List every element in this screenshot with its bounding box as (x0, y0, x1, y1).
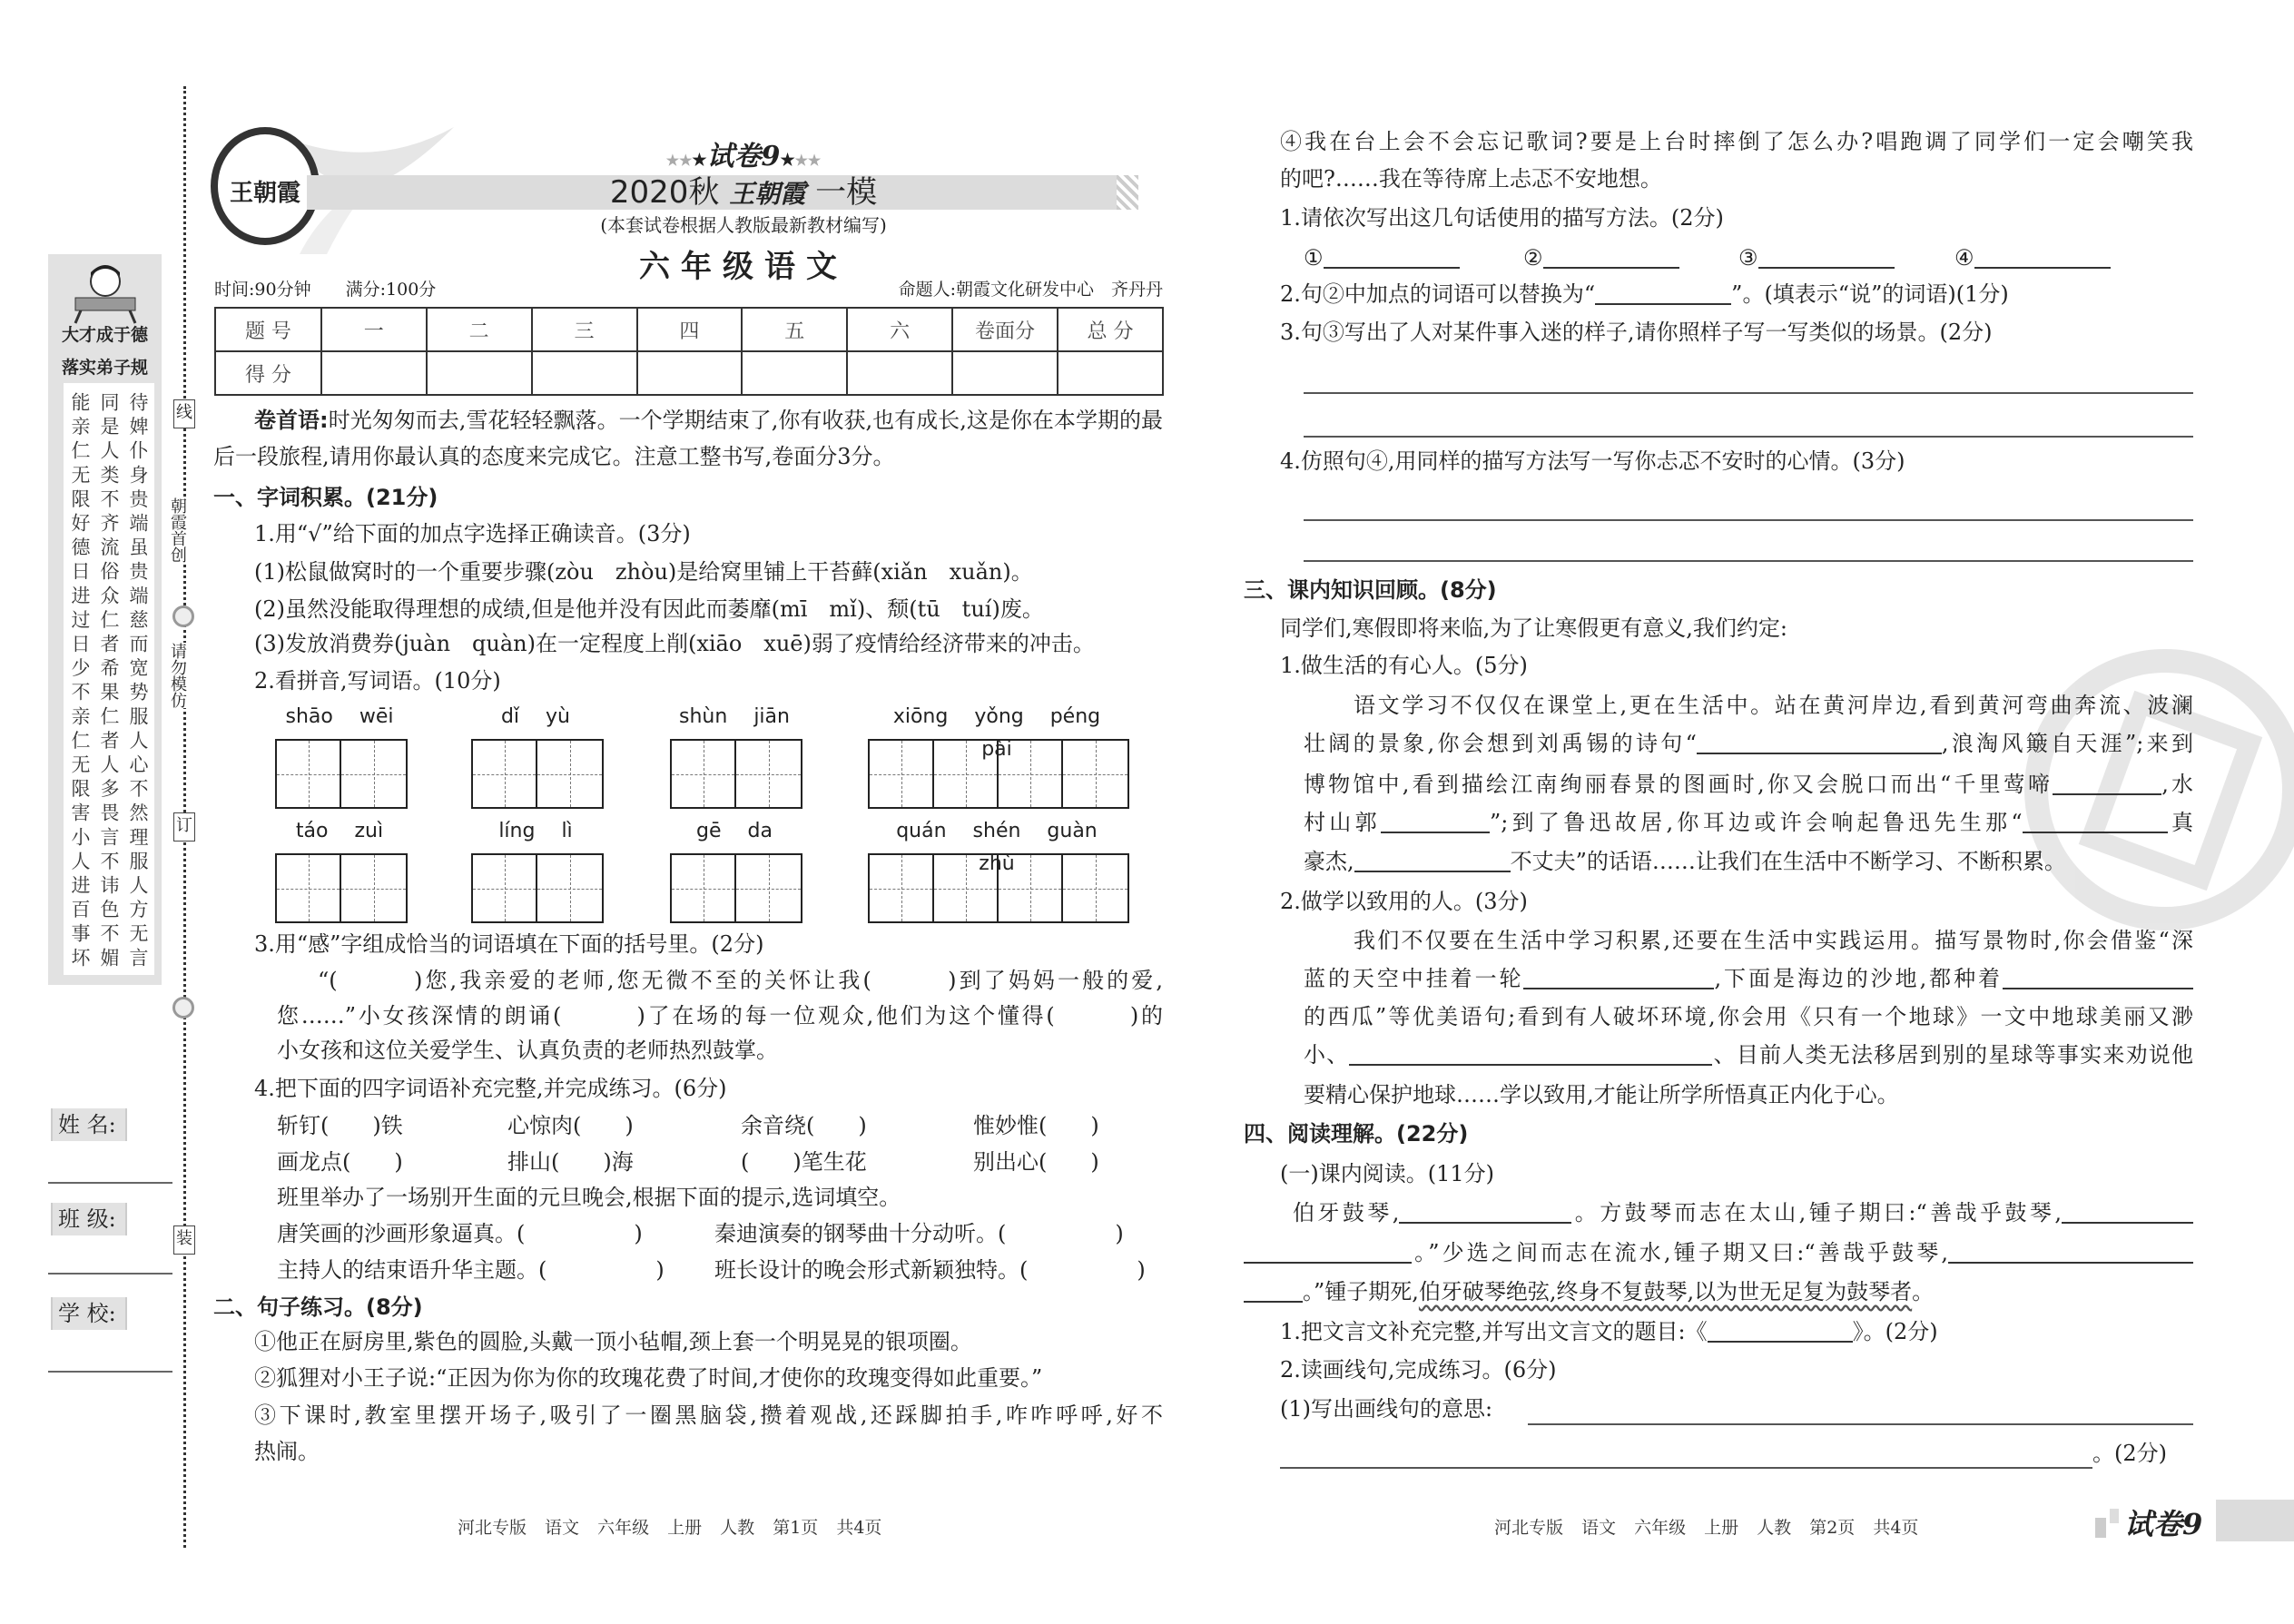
student-reading-icon (68, 261, 143, 327)
sentence: ③下课时,教室里摆开场子,吸引了一圈黑脑袋,攒着观战,还踩脚拍手,咋咋呼呼,好不 (254, 1403, 1163, 1428)
idiom-item: 斩钉( )铁 (277, 1113, 403, 1138)
idiom-item: 余音绕( ) (741, 1113, 867, 1138)
section-heading: 一、字词积累。(21分) (213, 485, 438, 510)
pinyin-label: xiōng yǒng péng pài (892, 705, 1101, 761)
idiom-item: 排山( )海 (507, 1149, 634, 1175)
writing-line[interactable] (1280, 1467, 2092, 1469)
pinyin-label: gē da (696, 820, 773, 842)
answer-blank[interactable] (1324, 243, 1460, 269)
text: 村山郭 (1304, 810, 1381, 835)
answer-blank[interactable] (1244, 1238, 1412, 1264)
binding-mark-ding: 订 (173, 812, 195, 842)
binding-mark-xian: 线 (173, 399, 195, 428)
answer-slot (1738, 240, 1895, 276)
paragraph-line: 语文学习不仅仅在课堂上,更在生活中。站在黄河岸边,看到黄河弯曲奔流、波澜 (1354, 693, 2193, 718)
pinyin-label: dǐ yù (500, 705, 571, 728)
score-cell[interactable] (321, 351, 427, 395)
table-column-header: 二 (427, 308, 532, 351)
idiom-item: 惟妙惟( ) (973, 1113, 1099, 1138)
class-label: 班 级: (51, 1203, 127, 1235)
classical-text-line (1293, 1195, 2193, 1231)
page-footer-left: 河北专版 语文 六年级 上册 人教 第1页 共4页 (458, 1518, 882, 1538)
question-text: 您……”小女孩深情的朗诵( )了在场的每一位观众,他们为这个懂得( )的 (277, 1003, 1163, 1029)
answer-blank[interactable] (1758, 243, 1895, 269)
table-row-label: 得 分 (215, 351, 321, 395)
writing-line[interactable] (1304, 560, 2193, 562)
star-icon: ★ (692, 151, 707, 170)
score-cell[interactable] (637, 351, 743, 395)
paper-tab (2088, 1500, 2294, 1541)
answer-blank[interactable] (1523, 964, 1714, 989)
circled-number: ④ (1954, 245, 1974, 271)
circled-number: ① (1304, 245, 1324, 271)
answer-blank[interactable] (1354, 847, 1511, 872)
exam-author: 命题人:朝霞文化研发中心 齐丹丹 (898, 280, 1163, 300)
score-cell[interactable] (427, 351, 532, 395)
answer-blank[interactable] (1349, 1040, 1712, 1066)
paragraph-line (1304, 766, 2193, 802)
exam-time (214, 276, 436, 300)
text: 。方鼓琴而志在太山,锺子期曰:“善哉乎鼓琴, (1571, 1200, 2062, 1225)
answer-blank[interactable] (1974, 243, 2111, 269)
name-field[interactable] (48, 1182, 172, 1184)
swirl-icon (172, 997, 194, 1019)
table-column-header: 三 (532, 308, 637, 351)
pinyin-label: táo zuì (295, 820, 384, 842)
star-icon: ★★ (665, 152, 693, 169)
underlined-sentence: 伯牙破琴绝弦,终身不复鼓琴,以为世无足复为鼓琴者 (1418, 1279, 1913, 1304)
text: ,下面是海边的沙地,都种着 (1714, 966, 2003, 991)
question-item: (2)虽然没能取得理想的成绩,但是他并没有因此而萎靡(mī mǐ)、颓(tū tuí)废。 (254, 596, 1044, 622)
table-column-header: 五 (742, 308, 847, 351)
paragraph-line (1304, 843, 2066, 880)
title-suffix: 一模 (815, 174, 878, 211)
binding-mark-zhuang: 装 (173, 1225, 195, 1255)
table-header-label: 题 号 (215, 308, 321, 351)
dizigui-column: 待婢仆身贵端虽贵端慈而宽势服人心不然理服人方无言 (127, 392, 149, 972)
text: ,浪淘风簸自天涯”;来到 (1941, 731, 2193, 756)
answer-slot (1304, 240, 1460, 276)
question: 1.请依次写出这几句话使用的描写方法。(2分) (1280, 205, 1724, 231)
paragraph-line: 要精心保护地球……学以致用,才能让所学所悟真正内化于心。 (1304, 1082, 1899, 1107)
subsection-heading: (一)课内阅读。(11分) (1280, 1161, 1494, 1186)
character-grid[interactable] (471, 853, 604, 923)
question: 1.用“√”给下面的加点字选择正确读音。(3分) (254, 521, 691, 546)
fill-item: 秦迪演奏的钢琴曲十分动听。( ) (714, 1221, 1124, 1246)
question: 4.仿照句④,用同样的描写方法写一写你忐忑不安时的心情。(3分) (1280, 448, 1905, 474)
subject-title: 六年级语文 (639, 249, 848, 285)
paper-number (562, 133, 925, 173)
paragraph-line (1304, 804, 2193, 841)
question: 4.把下面的四字词语补充完整,并完成练习。(6分) (254, 1076, 727, 1101)
question-item: (1)松鼠做窝时的一个重要步骤(zòu zhòu)是给窝里铺上干苔藓(xiǎn xuǎn)。 (254, 559, 1033, 585)
question-text: “( )您,我亲爱的老师,您无微不至的关怀让我( )到了妈妈一般的爱, (318, 968, 1163, 993)
question: 1.做生活的有心人。(5分) (1280, 653, 1528, 678)
question-text: 1.把文言文补充完整,并写出文言文的题目:《 (1280, 1319, 1708, 1344)
circled-number: ③ (1738, 245, 1758, 271)
text: 不丈夫”的话语……让我们在生活中不断学习、不断积累。 (1510, 849, 2066, 874)
title-year: 2020秋 (609, 174, 720, 211)
answer-blank[interactable] (1595, 280, 1731, 305)
question-text: ”。(填表示“说”的词语)(1分) (1731, 281, 2009, 307)
sentence: 的吧?……我在等待席上忐忑不安地想。 (1280, 166, 1662, 192)
question (1280, 276, 2009, 312)
exam-subtitle: (本套试卷根据人教版最新教材编写) (600, 214, 887, 236)
sidebar-motto-2: 落实弟子规 (61, 358, 148, 378)
binding-note-no-copy: 请勿模仿 (165, 643, 187, 708)
question-text: 》。(2分) (1852, 1319, 1938, 1344)
question: 2.读画线句,完成练习。(6分) (1280, 1357, 1557, 1383)
text: 博物馆中,看到描绘江南绚丽春景的图画时,你又会脱口而出“千里莺啼 (1304, 772, 2053, 797)
text: 豪杰, (1304, 849, 1354, 874)
character-grid[interactable] (670, 853, 802, 923)
dizigui-column: 同是人类不齐流俗众仁者希果仁者人多畏言不讳色不媚 (98, 392, 120, 972)
paper-label: 试卷9 (706, 141, 781, 172)
paragraph-line: 我们不仅要在生活中学习积累,还要在生活中实践运用。描写景物时,你会借鉴“深 (1354, 928, 2193, 953)
classical-text-line (1244, 1235, 2193, 1271)
pinyin-label: shāo wēi (285, 705, 394, 728)
paragraph-line: 的西瓜”等优美语句;看到有人破坏环境,你会用《只有一个地球》一文中地球美丽又渺 (1304, 1004, 2193, 1029)
paragraph-line (1304, 960, 2193, 997)
school-label: 学 校: (51, 1297, 127, 1330)
pinyin-label: shùn jiān (679, 705, 790, 728)
answer-blank[interactable] (1697, 729, 1942, 754)
table-column-header: 卷面分 (952, 308, 1058, 351)
intro-line (254, 402, 1163, 438)
text: 伯牙鼓琴, (1293, 1200, 1400, 1225)
fill-item: 主持人的结束语升华主题。( ) (277, 1257, 665, 1283)
sidebar-motto-1: 大才成于德 (61, 325, 148, 345)
question: 3.句③写出了人对某件事入迷的样子,请你照样子写一写类似的场景。(2分) (1280, 320, 1993, 345)
pinyin-label: quán shén guàn zhù (896, 820, 1098, 875)
intro-label: 卷首语: (254, 408, 329, 433)
table-column-header: 六 (847, 308, 952, 351)
text: 真 (2167, 810, 2193, 835)
question: 3.用“感”字组成恰当的词语填在下面的括号里。(2分) (254, 931, 764, 957)
character-grid[interactable] (275, 739, 408, 809)
score-cell[interactable] (532, 351, 637, 395)
table-column-header: 总 分 (1058, 308, 1163, 351)
school-field[interactable] (48, 1371, 172, 1373)
paper-tab-label: 试卷9 (2124, 1507, 2203, 1541)
character-grid[interactable] (868, 739, 1129, 809)
fill-item: 班长设计的晚会形式新颖独特。( ) (714, 1257, 1146, 1283)
text: 。”锺子期死, (1303, 1279, 1419, 1304)
text: 。 (1912, 1279, 1935, 1304)
score-cell[interactable] (847, 351, 952, 395)
full-score: 满分:100分 (345, 280, 437, 300)
text: 、目前人类无法移居到别的星球等事实来劝说他 (1712, 1042, 2194, 1068)
answer-blank[interactable] (1381, 808, 1490, 833)
character-grid[interactable] (670, 739, 802, 809)
writing-line[interactable] (1304, 519, 2193, 521)
sentence: ④我在台上会不会忘记歌词?要是上台时摔倒了怎么办?唱跑调了同学们一定会嘲笑我 (1280, 129, 2193, 154)
sentence: 热闹。 (254, 1439, 320, 1464)
text: 蓝的天空中挂着一轮 (1304, 966, 1524, 991)
sentence: ②狐狸对小王子说:“正因为你为你的玫瑰花费了时间,才使你的玫瑰变得如此重要。” (254, 1365, 1043, 1391)
circled-number: ② (1523, 245, 1543, 271)
question-item: (3)发放消费券(juàn quàn)在一定程度上削(xiāo xuē)弱了疫情给经济带来的冲击。 (254, 631, 1095, 656)
answer-blank[interactable] (1708, 1317, 1853, 1343)
writing-line[interactable] (1528, 1423, 2193, 1425)
answer-blank[interactable] (1948, 1238, 2193, 1264)
character-grid[interactable] (275, 853, 408, 923)
text: 壮阔的景象,你会想到刘禹锡的诗句“ (1304, 731, 1697, 756)
question-text: 小女孩和这位关爱学生、认真负责的老师热烈鼓掌。 (277, 1038, 778, 1063)
checker-decoration (1117, 175, 1138, 210)
paragraph-line (1304, 1037, 2193, 1073)
idiom-item: 画龙点( ) (277, 1149, 403, 1175)
question: (1)写出画线句的意思: (1280, 1396, 1493, 1422)
class-field[interactable] (48, 1273, 172, 1275)
dizigui-text-box (64, 383, 154, 975)
score-cell[interactable] (742, 351, 847, 395)
question: 2.做学以致用的人。(3分) (1280, 889, 1528, 914)
idiom-item: 别出心( ) (973, 1149, 1099, 1175)
page-footer-right: 河北专版 语文 六年级 上册 人教 第2页 共4页 (1494, 1518, 1919, 1538)
idiom-item: 心惊肉( ) (507, 1113, 634, 1138)
swirl-icon (172, 605, 194, 627)
writing-line[interactable] (1304, 392, 2193, 394)
pinyin-label: líng lì (498, 820, 573, 842)
question-text: 班里举办了一场别开生面的元旦晚会,根据下面的提示,选词填空。 (277, 1185, 901, 1210)
answer-blank[interactable] (1543, 243, 1679, 269)
exam-title (471, 172, 1016, 214)
score-cell[interactable] (952, 351, 1058, 395)
text: 。”少选之间而志在流水,锺子期又曰:“善哉乎鼓琴, (1412, 1240, 1948, 1265)
question: 2.看拼音,写词语。(10分) (254, 668, 501, 694)
dizigui-column: 能亲仁无限好德日进过日少不亲仁无限害小人进百事坏 (69, 392, 91, 972)
dizigui-sidebar (48, 254, 162, 985)
answer-slot (1954, 240, 2111, 276)
answer-blank[interactable] (1244, 1277, 1303, 1303)
answer-blank[interactable] (2062, 1198, 2193, 1224)
intro-text: 时光匆匆而去,雪花轻轻飘落。一个学期结束了,你有收获,也有成长,这是你在本学期的最 (328, 408, 1164, 433)
character-grid[interactable] (471, 739, 604, 809)
text: ”;到了鲁迅故居,你耳边或许会响起鲁迅先生那“ (1489, 810, 2023, 835)
table-column-header: 四 (637, 308, 743, 351)
answer-blank[interactable] (2023, 808, 2168, 833)
section-heading: 三、课内知识回顾。(8分) (1244, 577, 1497, 603)
paragraph-line: 同学们,寒假即将来临,为了让寒假更有意义,我们约定: (1280, 615, 1787, 641)
score-note: 。(2分) (2092, 1441, 2167, 1466)
paragraph-line (1304, 725, 2193, 762)
brand-logo (211, 127, 320, 245)
character-grid[interactable] (868, 853, 1129, 923)
sentence: ①他正在厨房里,紫色的圆脸,头戴一顶小毡帽,颈上套一个明晃晃的银项圈。 (254, 1329, 972, 1354)
intro-line: 后一段旅程,请用你最认真的态度来完成它。注意工整书写,卷面分3分。 (213, 444, 895, 469)
question-text: 2.句②中加点的词语可以替换为“ (1280, 281, 1596, 307)
star-icon: ★★ (794, 152, 822, 169)
score-table-header-row (215, 308, 1163, 351)
writing-line[interactable] (1304, 436, 2193, 438)
score-cell[interactable] (1058, 351, 1163, 395)
name-label: 姓 名: (51, 1108, 127, 1141)
section-heading: 四、阅读理解。(22分) (1244, 1121, 1469, 1147)
question (1280, 1314, 1938, 1350)
fill-item: 唐笑画的沙画形象逼真。( ) (277, 1221, 643, 1246)
section-heading: 二、句子练习。(8分) (213, 1294, 423, 1320)
binding-note-original: 朝霞首创 (165, 497, 187, 563)
score-table (214, 307, 1164, 396)
time-limit: 时间:90分钟 (214, 280, 311, 300)
score-table-row (215, 351, 1163, 395)
logo-text: 王朝霞 (229, 180, 300, 207)
table-column-header: 一 (321, 308, 427, 351)
text: 小、 (1304, 1042, 1350, 1068)
idiom-item: ( )笔生花 (741, 1149, 867, 1175)
answer-blank[interactable] (1399, 1198, 1571, 1224)
answer-slot (1523, 240, 1679, 276)
text: ,水 (2161, 772, 2193, 797)
classical-text-line (1244, 1274, 1934, 1310)
answer-blank[interactable] (2003, 964, 2193, 989)
star-icon: ★ (780, 151, 795, 170)
title-brand: 王朝霞 (729, 179, 806, 209)
answer-blank[interactable] (2053, 770, 2161, 795)
